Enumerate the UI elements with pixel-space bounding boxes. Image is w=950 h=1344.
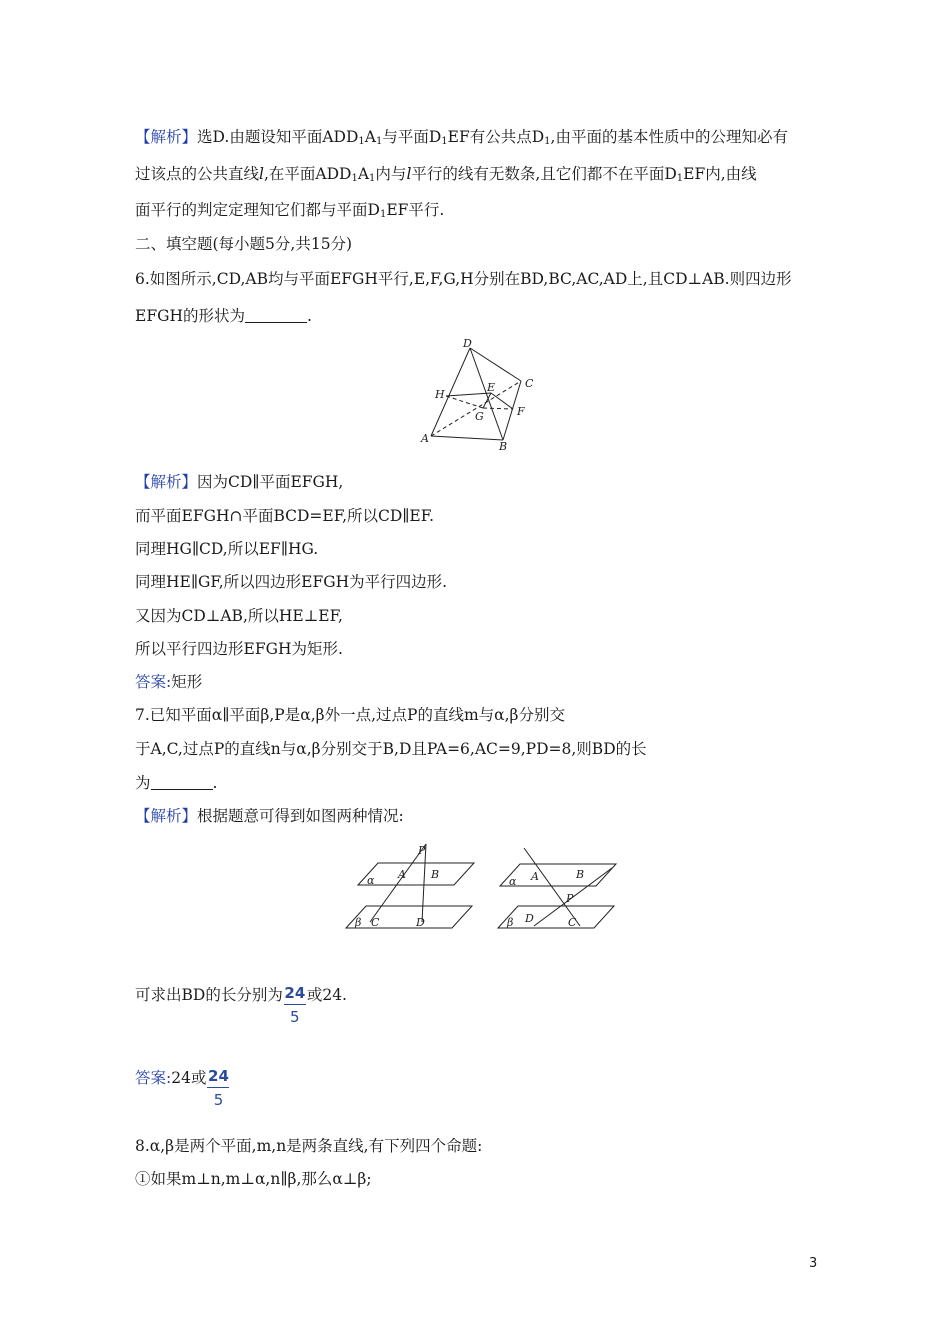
q6-analysis-line6: 所以平行四边形EFGH为矩形.	[135, 640, 343, 658]
q5-analysis-line3: 面平行的判定定理知它们都与平面$D_1EF$平行.	[135, 201, 445, 220]
label-B: B	[431, 868, 440, 881]
q6-tetrahedron-figure	[415, 336, 545, 456]
q5-analysis-line2: 过该点的公共直线l,在平面$ADD_1A_1$内与l平行的线有无数条,且它们都不在平面$D_1EF$内,由线	[135, 165, 757, 184]
answer-blank	[151, 775, 213, 790]
label-P: P	[418, 844, 426, 857]
q7-figure-case2	[494, 840, 624, 932]
label-H: H	[435, 388, 445, 401]
label-alpha: α	[367, 874, 375, 887]
label-A: A	[398, 868, 406, 881]
label-D: D	[463, 337, 472, 350]
analysis-tag: 【解析】	[135, 473, 198, 491]
label-beta: β	[507, 916, 514, 929]
q6-stem-line1: 6.如图所示,CD,AB均与平面EFGH平行,E,F,G,H分别在BD,BC,AC,AD上,且CD⊥AB.则四边形	[135, 270, 792, 288]
q7-stem-line3: 为 .	[135, 774, 218, 792]
label-P: P	[566, 892, 574, 905]
q6-analysis-line1: 【解析】因为CD∥平面EFGH,	[135, 473, 344, 491]
label-beta: β	[355, 916, 362, 929]
label-G: G	[475, 410, 484, 423]
fraction: $\frac{24}{5}$	[284, 984, 306, 1026]
label-B: B	[499, 440, 508, 453]
label-B: B	[576, 868, 585, 881]
q6-stem-line2: EFGH的形状为 .	[135, 307, 312, 325]
answer-blank	[245, 308, 307, 323]
label-C: C	[525, 377, 534, 390]
q7-answer: 答案:24或 $\frac{24}{5}$	[135, 1067, 229, 1109]
q7-stem-line2: 于A,C,过点P的直线n与α,β分别交于B,D且PA=6,AC=9,PD=8,则BD的长	[135, 740, 647, 758]
page-number: 3	[809, 1256, 818, 1271]
q7-analysis-line2: 可求出BD的长分别为 $\frac{24}{5}$ 或24.	[135, 984, 347, 1026]
label-A: A	[421, 432, 429, 445]
analysis-tag: 【解析】	[135, 128, 198, 146]
label-E: E	[487, 381, 496, 394]
section-heading: 二、填空题(每小题5分,共15分)	[135, 235, 353, 253]
label-D: D	[525, 912, 534, 925]
label-F: F	[517, 405, 525, 418]
q6-analysis-line5: 又因为CD⊥AB,所以HE⊥EF,	[135, 607, 343, 625]
q6-analysis-line3: 同理HG∥CD,所以EF∥HG.	[135, 540, 319, 558]
q6-analysis-line4: 同理HE∥GF,所以四边形EFGH为平行四边形.	[135, 573, 448, 591]
q6-analysis-line2: 而平面EFGH∩平面BCD=EF,所以CD∥EF.	[135, 507, 435, 525]
fraction: $\frac{24}{5}$	[208, 1067, 229, 1109]
label-A: A	[531, 870, 539, 883]
q7-analysis-line1: 【解析】根据题意可得到如图两种情况:	[135, 807, 404, 825]
label-alpha: α	[509, 875, 517, 888]
q8-stem-line1: 8.α,β是两个平面,m,n是两条直线,有下列四个命题:	[135, 1137, 483, 1155]
q7-stem-line1: 7.已知平面α∥平面β,P是α,β外一点,过点P的直线m与α,β分别交	[135, 706, 565, 724]
label-C: C	[371, 916, 380, 929]
label-C: C	[568, 916, 577, 929]
label-D: D	[416, 916, 425, 929]
q5-analysis-line1: 【解析】选D.由题设知平面$ADD_1A_1$与平面$D_1EF$有公共点$D_1$,由平面的基本性质中的公理知必有	[135, 128, 788, 147]
q8-proposition-1: ①如果m⊥n,m⊥α,n∥β,那么α⊥β;	[135, 1170, 372, 1188]
analysis-tag: 【解析】	[135, 807, 198, 825]
q6-answer: 答案:矩形	[135, 673, 203, 691]
q7-figure-case1	[340, 840, 480, 932]
